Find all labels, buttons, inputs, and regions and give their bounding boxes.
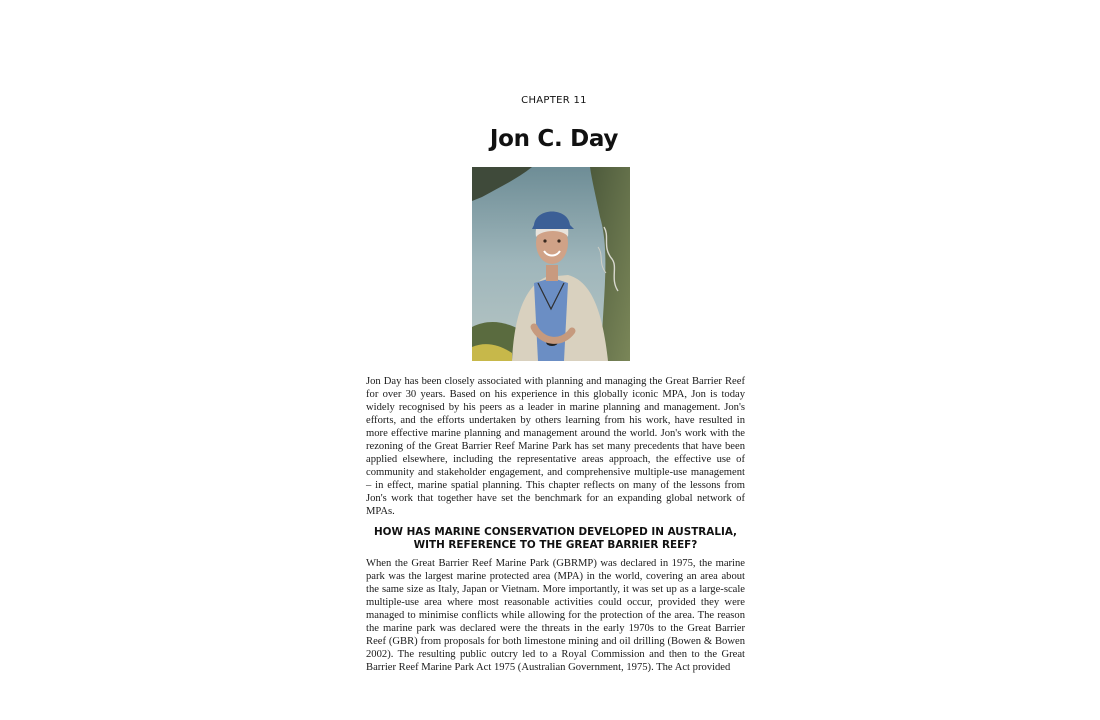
section-paragraph: When the Great Barrier Reef Marine Park (GBRMP) was declared in 1975, the marine park was the largest marine protected area (MPA) in the world, covering an area about the same size as Italy, Japan or Vietnam. More importantly, it was set up as a large-scale multiple-use area where most reasonable activities could occur, provided they were managed to minimise conflicts while allowing for the protection of the area. The reason the marine park was declared were the threats in the early 1970s to the Great Barrier Reef (GBR) from proposals for both limestone mining and oil drilling (Bowen & Bowen 2002). The resulting public outcry led to a Royal Commission and then to the Great Barrier Reef Marine Park Act 1975 (Australian Government, 1975). The Act provided: [366, 558, 745, 673]
chapter-title: Jon C. Day: [489, 126, 619, 152]
chapter-label: CHAPTER 11: [521, 95, 587, 106]
section-heading: HOW HAS MARINE CONSERVATION DEVELOPED IN AUSTRALIA, WITH REFERENCE TO THE GREAT BARRIER REEF?: [373, 526, 738, 551]
intro-paragraph: Jon Day has been closely associated with planning and managing the Great Barrier Reef for over 30 years. Based on his experience in this globally iconic MPA, Jon is today widely recognised by his peers as a leader in marine planning and management. Jon's efforts, and the efforts undertaken by others learning from his work, have resulted in more effective marine planning and management around the world. Jon's work with the rezoning of the Great Barrier Reef Marine Park has set many precedents that have been applied elsewhere, including the representative areas approach, the effective use of community and stakeholder engagement, and comprehensive multiple-use management – in effect, marine spatial planning. This chapter reflects on many of the lessons from Jon's work that together have set the benchmark for an expanding global network of MPAs.: [366, 376, 745, 517]
person-photo-icon: [472, 167, 630, 361]
author-portrait: [472, 167, 630, 361]
